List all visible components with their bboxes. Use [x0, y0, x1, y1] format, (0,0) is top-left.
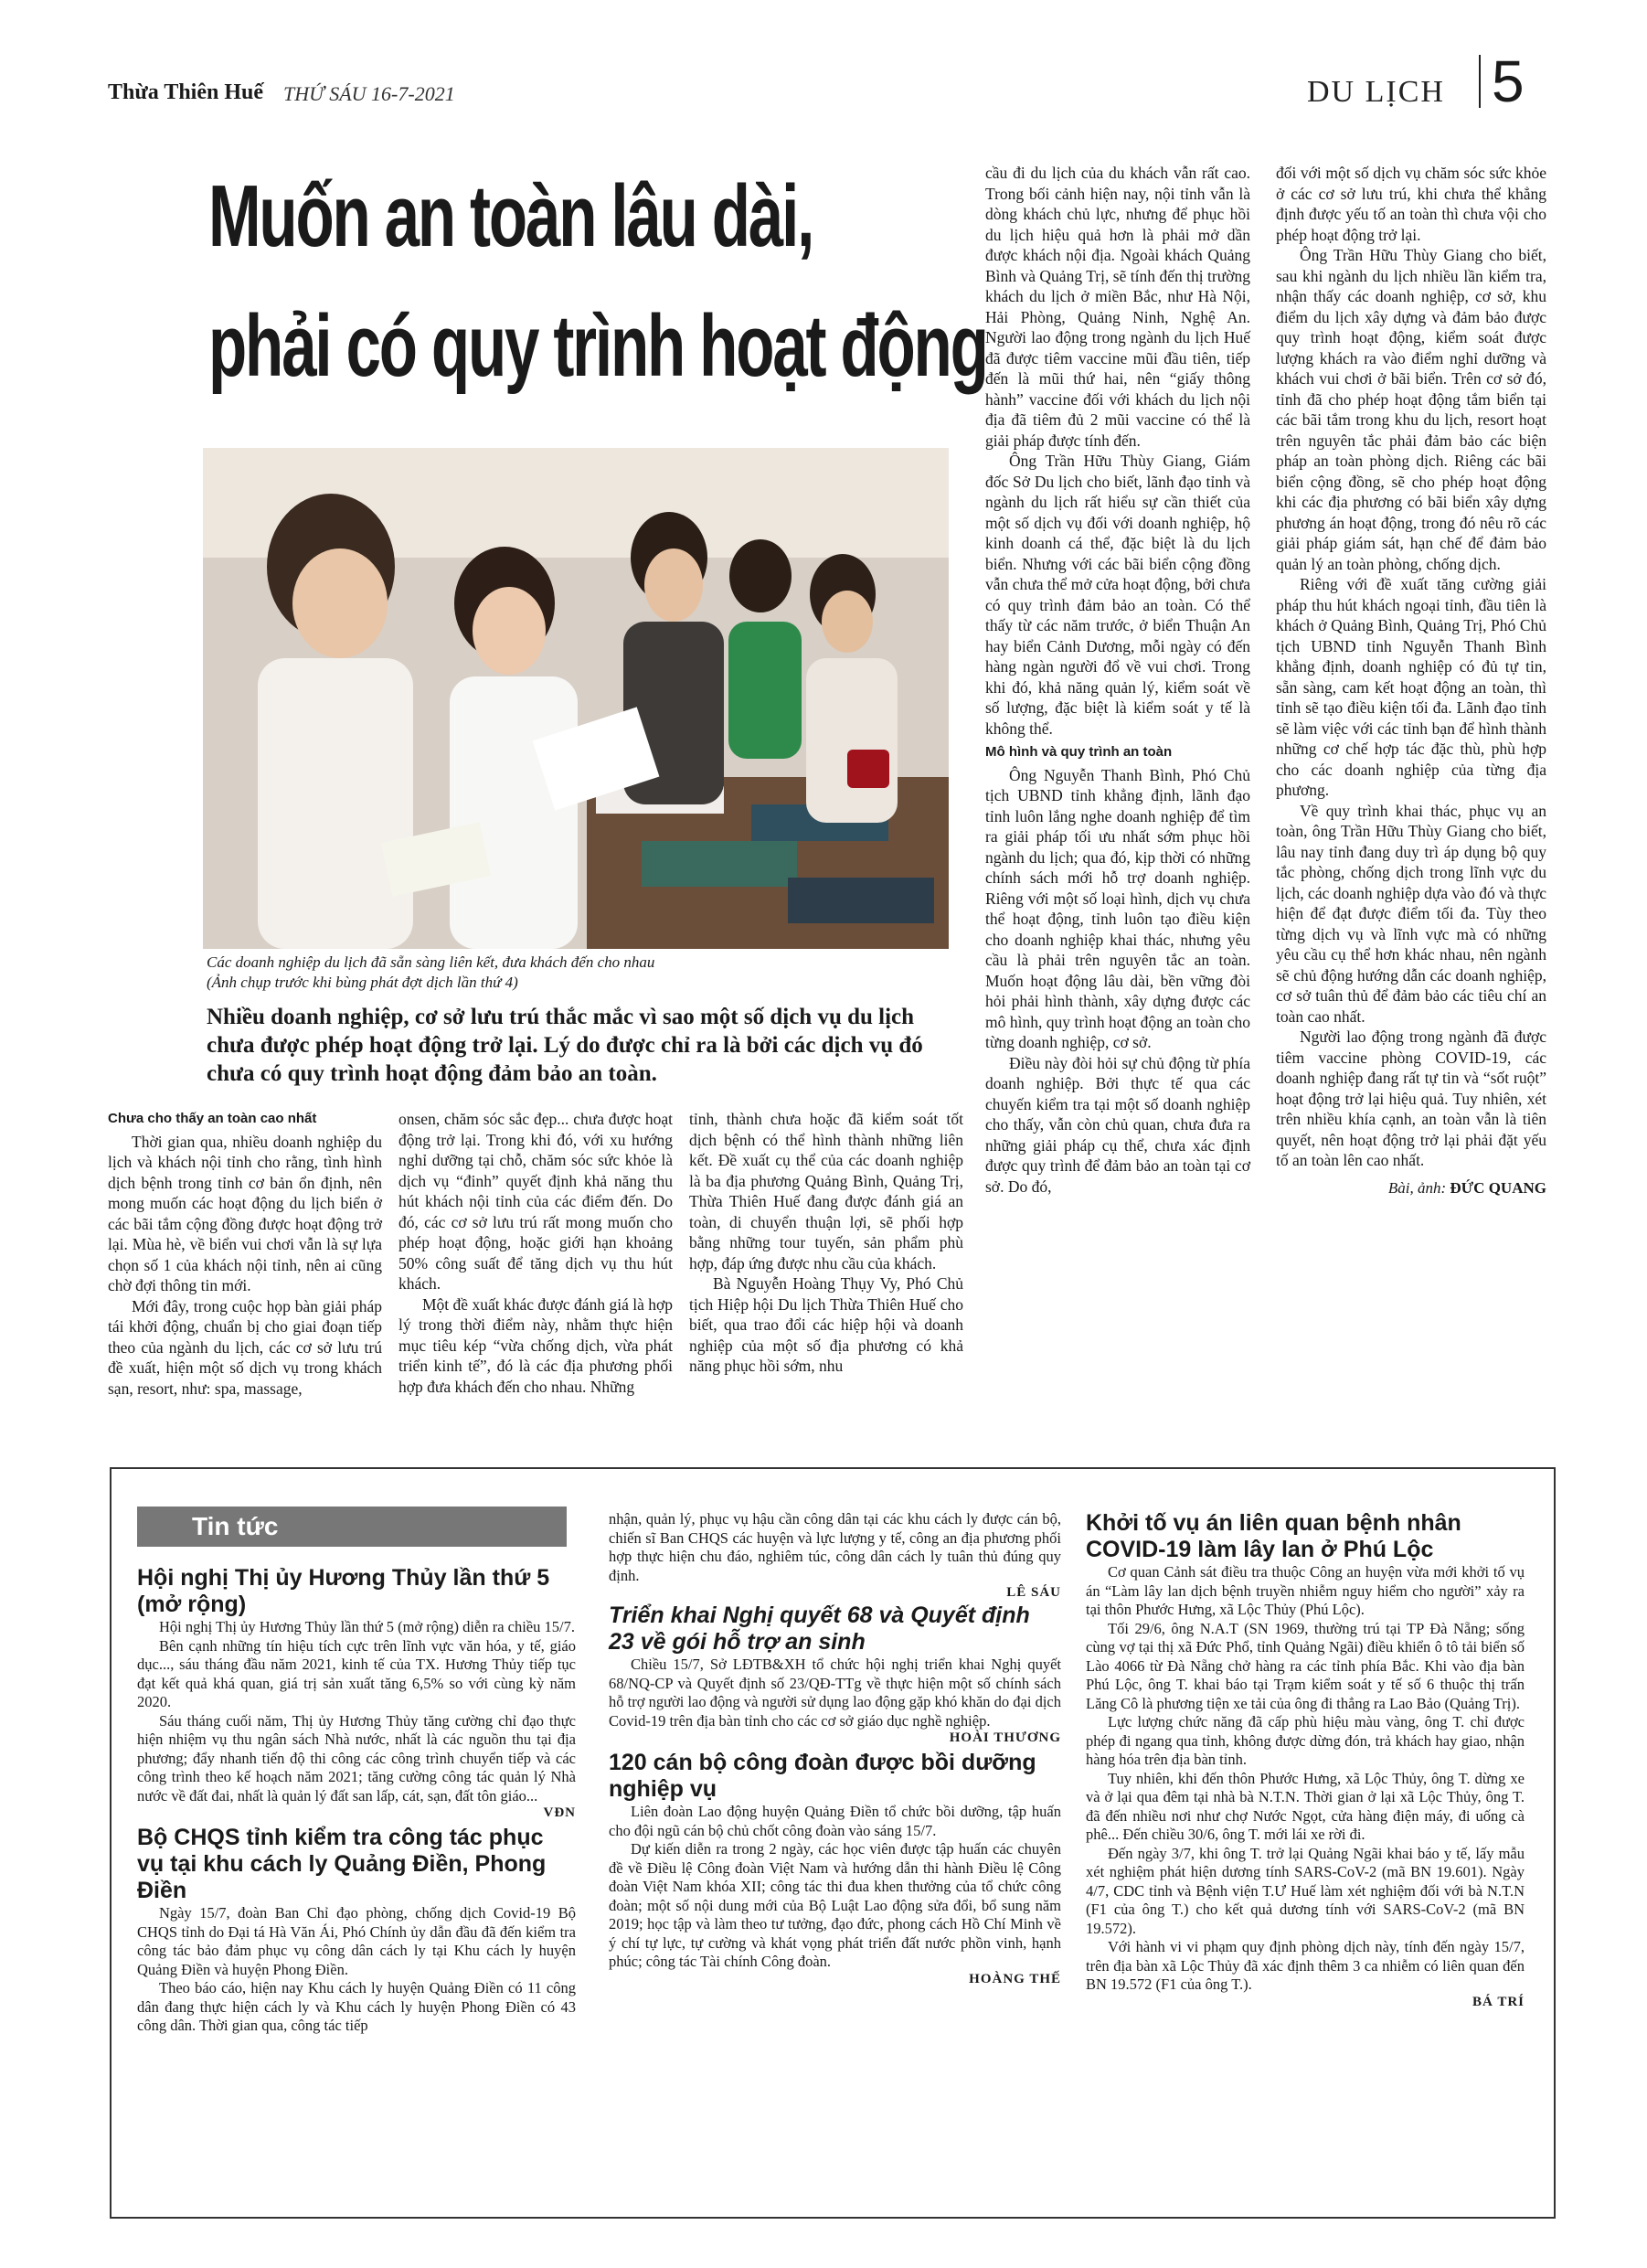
paragraph: Bà Nguyễn Hoàng Thụy Vy, Phó Chủ tịch Hiệp hội Du lịch Thừa Thiên Huế cho biết, qua trao đổi các hiệp hội và doanh nghiệp của một số địa phương có khả năng phục hồi sớm, nhu — [689, 1274, 963, 1375]
paragraph: Tối 29/6, ông N.A.T (SN 1969, thường trú tại TP Đà Nẵng; sống cùng vợ tại thị xã Đức Phổ, tỉnh Quảng Ngãi) điều khiển ô tô tải biển số Lào 4066 từ Đà Nẵng chở hàng ra các tỉnh phía Bắc. Khi vào địa bàn Phú Lộc, ông T. khai báo tại Trạm kiểm soát y tế số 6 thuộc thị trấn Lăng Cô là phương tiện xe tải của ông đi thẳng ra Lao Bảo (Quảng Trị). — [1086, 1619, 1525, 1712]
paragraph: Đến ngày 3/7, khi ông T. trở lại Quảng Ngãi khai báo y tế, lấy mẫu xét nghiệm phát hiện dương tính SARS-CoV-2 (mã BN 19.601). Ngày 4/7, CDC tỉnh và Bệnh viện T.Ư Huế làm xét nghiệm đối với bà N.T.N (F1 của ông T.) cho kết quả dương tính với SARS-CoV-2 (mã BN 19.572). — [1086, 1844, 1525, 1937]
paragraph: Dự kiến diễn ra trong 2 ngày, các học viên được tập huấn các chuyên đề về Điều lệ Công đoàn Việt Nam và hướng dẫn thi hành Điều lệ Công đoàn Việt Nam khóa XII; công tác thi đua khen thưởng của tổ chức công đoàn; một số nội dung mới của Bộ Luật Lao động sửa đổi, bổ sung năm 2019; học tập và làm theo tư tưởng, đạo đức, phong cách Hồ Chí Minh về ý chí tự lực, tự cường và khát vọng phát triển đất nước phồn vinh, hạnh phúc; công tác Tài chính Công đoàn. — [609, 1840, 1061, 1970]
news-4-body — [609, 1803, 1061, 1972]
article-column-5 — [1276, 163, 1546, 1198]
photo-caption-line-1: Các doanh nghiệp du lịch đã sẵn sàng liên kết, đưa khách đến cho nhau — [207, 953, 655, 971]
paragraph: Bên cạnh những tín hiệu tích cực trên lĩnh vực văn hóa, y tế, giáo dục..., sáu tháng đầu năm 2021, kinh tế của TX. Hương Thủy tiếp tục đạt kết quả khá quan, giá trị sản xuất tăng 6,5% so với cùng kỳ năm 2020. — [137, 1636, 576, 1710]
paragraph: Liên đoàn Lao động huyện Quảng Điền tổ chức bồi dưỡng, tập huấn cho đội ngũ cán bộ chủ chốt công đoàn vào sáng 15/7. — [609, 1803, 1061, 1839]
news-2-signature: LÊ SÁU — [1006, 1585, 1061, 1600]
masthead-divider — [1479, 55, 1481, 108]
paragraph: Mới đây, trong cuộc họp bàn giải pháp tái khởi động, chuẩn bị cho giai đoạn tiếp theo của ngành du lịch, các cơ sở lưu trú đề xuất, hiện một số dịch vụ trong khách sạn, resort, như: spa, massage, — [108, 1296, 382, 1398]
newspaper-name: Thừa Thiên Huế — [108, 80, 264, 104]
byline-prefix: Bài, ảnh: — [1387, 1178, 1447, 1197]
article-column-4 — [985, 163, 1250, 1197]
article-column-2 — [398, 1109, 673, 1397]
paragraph: Người lao động trong ngành đã được tiêm vaccine phòng COVID-19, các doanh nghiệp đang rất tự tin và “sốt ruột” hoạt động trở lại hiệu quả. Tuy nhiên, xét trên nhiều khía cạnh, an toàn vẫn là tiên quyết, nên hoạt động trở lại phải đặt yếu tố an toàn lên cao nhất. — [1276, 1028, 1546, 1169]
paragraph: Ông Trần Hữu Thùy Giang cho biết, sau khi ngành du lịch nhiều lần kiểm tra, nhận thấy các doanh nghiệp, cơ sở, khu điểm du lịch xây dựng và đảm bảo được quy trình hoạt động, kiểm soát được lượng khách ra vào điểm nghỉ dưỡng và khách vui chơi ở bãi biển. Trên cơ sở đó, tỉnh đã cho phép hoạt động tắm biển tại các bãi tắm trong khu du lịch, resort hoạt trên nguyên tắc phải đảm bảo các biện pháp an toàn phòng dịch. Riêng các bãi biển cộng đồng, sẽ cho phép hoạt động khi các địa phương có bãi biển xây dựng phương án hoạt động, trong đó nêu rõ các giải pháp giám sát, hạn chế để đảm bảo quản lý an toàn phòng, chống dịch. — [1276, 246, 1546, 573]
paragraph: Ông Trần Hữu Thùy Giang, Giám đốc Sở Du lịch cho biết, lãnh đạo tỉnh và ngành du lịch rất hiểu sự cần thiết của một số dịch vụ đối với doanh nghiệp, hộ kinh doanh cá thể, đặc biệt là du lịch biển. Nhưng với các bãi biển cộng đồng vẫn chưa thể mở cửa hoạt động, bởi chưa có quy trình đảm bảo an toàn. Có thể thấy từ các năm trước, ở biển Thuận An hay biển Cảnh Dương, mỗi ngày có đến hàng ngàn người đổ về vui chơi. Trong khi đó, khả năng quản lý, kiểm soát về số lượng, đặc biệt là kiểm soát y tế là không thể. — [985, 452, 1250, 738]
news-box-tab-label: Tin tức — [192, 1512, 279, 1540]
paragraph: Về quy trình khai thác, phục vụ an toàn, ông Trần Hữu Thùy Giang cho biết, lâu nay tỉnh đang duy trì áp dụng bộ quy tắc phòng, chống dịch trong lĩnh vực du lịch, các doanh nghiệp dựa vào đó và thực hiện để đạt được điểm tối đa. Tùy theo từng dịch vụ và lĩnh vực mà có những yêu cầu cụ thể hơn khác nhau, nên ngành sẽ chủ động hướng dẫn các doanh nghiệp, cơ sở tuân thủ để đảm bảo các tiêu chí an toàn cao nhất. — [1276, 801, 1546, 1026]
paragraph: nhận, quản lý, phục vụ hậu cần công dân tại các khu cách ly được cán bộ, chiến sĩ Ban CHQS các huyện và lực lượng y tế, công an địa phương phối hợp thực hiện chu đáo, nghiêm túc, công dân cách ly tuân thủ đúng quy định. — [609, 1510, 1061, 1584]
news-1-signature: VĐN — [543, 1805, 576, 1820]
news-column-b — [609, 1510, 1061, 1987]
article-byline — [1276, 1178, 1546, 1199]
paragraph: tỉnh, thành chưa hoặc đã kiểm soát tốt dịch bệnh có thể hình thành những liên kết. Đề xuất cụ thể của các doanh nghiệp là ba địa phương Quảng Bình, Quảng Trị, Thừa Thiên Huế đang được đánh giá an toàn, di chuyển thuận lợi, sẽ phối hợp bằng những tour tuyến, sản phẩm phù hợp, đáp ứng được nhu cầu của khách. — [689, 1110, 963, 1272]
photo-caption — [207, 953, 938, 993]
paragraph: cầu đi du lịch của du khách vẫn rất cao. Trong bối cảnh hiện nay, nội tỉnh vẫn là dòng khách chủ lực, nhưng để phục hồi du lịch hiệu quả hơn là phải mở dần được khách nội địa. Ngoài khách Quảng Bình và Quảng Trị, sẽ tính đến thị trường khách du lịch ở miền Bắc, như Hà Nội, Hải Phòng, Quảng Ninh, Nghệ An. Người lao động trong ngành du lịch Huế đã được tiêm vaccine mũi đầu tiên, tiếp đến là mũi thứ hai, nên “giấy thông hành” vaccine đối với khách du lịch nội địa đã tiêm đủ 2 mũi vaccine có thể là giải pháp được tính đến. — [985, 164, 1250, 450]
paragraph: Ngày 15/7, đoàn Ban Chỉ đạo phòng, chống dịch Covid-19 Bộ CHQS tỉnh do Đại tá Hà Văn Ái, Phó Chính ủy dẫn đầu đã đến kiểm tra công tác bảo đảm phục vụ công dân cách ly tại Khu cách ly huyện Quảng Điền và huyện Phong Điền. — [137, 1904, 576, 1978]
news-2-body — [137, 1904, 576, 2036]
paragraph: Theo báo cáo, hiện nay Khu cách ly huyện Quảng Điền có 11 công dân đang thực hiện cách ly và Khu cách ly huyện Phong Điền có 43 công dân. Thời gian qua, công tác tiếp — [137, 1979, 576, 2034]
photo-caption-line-2: (Ảnh chụp trước khi bùng phát đợt dịch lần thứ 4) — [207, 974, 518, 991]
paragraph: Một đề xuất khác được đánh giá là hợp lý trong thời điểm này, nhằm thực hiện mục tiêu kép “vừa chống dịch, vừa phát triển kinh tế”, đó là các địa phương phối hợp đưa khách đến cho nhau. Những — [398, 1294, 673, 1396]
headline-line-1: Muốn an toàn lâu dài, — [208, 167, 813, 265]
paragraph: Sáu tháng cuối năm, Thị ủy Hương Thủy tăng cường chỉ đạo thực hiện nhiệm vụ thu ngân sách Nhà nước, nhất là các nguồn thu tại địa phương; đẩy nhanh tiến độ thi công các công trình chuyển tiếp và các công trình theo kế hoạch năm 2021; tăng cường công tác quản lý Nhà nước về đất đai, nhất là quản lý đất san lấp, cát, sạn, đất tôn giáo... — [137, 1711, 576, 1805]
paragraph: Chiều 15/7, Sở LĐTB&XH tổ chức hội nghị triển khai Nghị quyết 68/NQ-CP và Quyết định số 23/QĐ-TTg về thực hiện một số chính sách hỗ trợ người lao động và người sử dụng lao động gặp khó khăn do đại dịch Covid-19 trên địa bàn tỉnh cho các cơ sở giáo dục nghề nghiệp. — [609, 1656, 1061, 1730]
paragraph: Điều này đòi hỏi sự chủ động từ phía doanh nghiệp. Bởi thực tế qua các chuyến kiểm tra tại một số doanh nghiệp cho thấy, vẫn còn chủ quan, chưa đưa ra những giải pháp cụ thể, chưa xác định được quy trình để đảm bảo an toàn tại cơ sở. Do đó, — [985, 1053, 1250, 1196]
news-2-continued — [609, 1510, 1061, 1585]
photo-illustration — [203, 448, 949, 949]
article-lede: Nhiều doanh nghiệp, cơ sở lưu trú thắc mắc vì sao một số dịch vụ du lịch chưa được phép hoạt động trở lại. Lý do được chỉ ra là bởi các dịch vụ đó chưa có quy trình hoạt động đảm bảo an toàn. — [207, 1005, 923, 1086]
news-5-body — [1086, 1563, 1525, 1995]
paragraph: Tuy nhiên, khi đến thôn Phước Hưng, xã Lộc Thủy, ông T. dừng xe và ở lại qua đêm tại nhà bà N.T.N. Thời gian ở lại xã Lộc Thủy, ông T. đã đến nhiều nơi như chợ Nước Ngọt, cửa hàng điện máy, đi uống cà phê... Đến chiều 30/6, ông T. mới lái xe rời đi. — [1086, 1769, 1525, 1843]
news-3-signature: HOÀI THƯƠNG — [949, 1730, 1061, 1745]
paragraph: onsen, chăm sóc sắc đẹp... chưa được hoạt động trở lại. Trong khi đó, với xu hướng nghỉ dưỡng tại chỗ, chăm sóc sức khỏe là dịch vụ “đinh” quyết định khả năng thu hút khách nội tỉnh của các điểm đến. Do đó, các cơ sở lưu trú rất mong muốn cho phép hoạt động, hoặc giới hạn khoảng 50% công suất để tăng dịch vụ thu hút khách. — [398, 1110, 673, 1293]
article-column-3 — [689, 1109, 963, 1377]
news-1-body — [137, 1618, 576, 1805]
headline-line-2: phải có quy trình hoạt động — [208, 297, 987, 395]
page-number: 5 — [1492, 48, 1525, 114]
news-box-tab — [137, 1507, 567, 1547]
paragraph: Lực lượng chức năng đã cấp phù hiệu màu vàng, ông T. chỉ được phép đi ngang qua tỉnh, không được dừng đón, trả khách hay giao, nhận hàng hóa trên địa bàn tỉnh. — [1086, 1713, 1525, 1768]
article-photo — [203, 448, 949, 949]
paragraph: Với hành vi vi phạm quy định phòng dịch này, tính đến ngày 15/7, trên địa bàn xã Lộc Thủy đã xác định thêm 3 ca nhiễm có liên quan đến BN 19.572 (F1 của ông T.). — [1086, 1938, 1525, 1993]
issue-date: THỨ SÁU 16-7-2021 — [283, 82, 455, 105]
news-4-title: 120 cán bộ công đoàn được bồi dưỡng nghiệp vụ — [609, 1750, 1036, 1802]
paragraph: Hội nghị Thị ủy Hương Thủy lần thứ 5 (mở rộng) diễn ra chiều 15/7. — [159, 1618, 575, 1635]
news-column-c — [1086, 1510, 1525, 2010]
news-4-signature: HOÀNG THẾ — [969, 1971, 1061, 1986]
paragraph: Thời gian qua, nhiều doanh nghiệp du lịch và khách nội tỉnh cho rằng, tình hình dịch bệnh trong tỉnh cơ bản ổn định, nên mong muốn các hoạt động du lịch biển ở các bãi tắm cộng đồng được hoạt động trở lại. Mùa hè, về biển vui chơi vẫn là sự lựa chọn số 1 của khách nội tỉnh, nên ai cũng chờ đợi thông tin mới. — [108, 1132, 382, 1294]
subhead-1: Chưa cho thấy an toàn cao nhất — [108, 1111, 317, 1126]
paragraph: Riêng với đề xuất tăng cường giải pháp thu hút khách ngoại tỉnh, đầu tiên là khách ở Quảng Bình, Quảng Trị, Phó Chủ tịch UBND tỉnh Nguyễn Thanh Bình khẳng định, doanh nghiệp có đủ tự tin, sẵn sàng, cam kết hoạt động an toàn, thì tỉnh sẽ tạo điều kiện tối đa. Lãnh đạo tỉnh sẽ làm việc với các tỉnh bạn để hình thành những cơ chế hợp tác đặc thù, phù hợp cho các doanh nghiệp của từng địa phương. — [1276, 575, 1546, 799]
paragraph: đối với một số dịch vụ chăm sóc sức khỏe ở các cơ sở lưu trú, khi chưa thể khẳng định được yếu tố an toàn thì chưa vội cho phép hoạt động trở lại. — [1276, 164, 1546, 244]
news-3-title: Triển khai Nghị quyết 68 và Quyết định 23 về gói hỗ trợ an sinh — [609, 1603, 1030, 1655]
news-5-signature: BÁ TRÍ — [1472, 1994, 1525, 2009]
news-2-title: Bộ CHQS tỉnh kiểm tra công tác phục vụ tại khu cách ly Quảng Điền, Phong Điền — [137, 1825, 547, 1903]
section-name: DU LỊCH — [1307, 75, 1445, 109]
subhead-2: Mô hình và quy trình an toàn — [985, 744, 1173, 760]
paragraph: Cơ quan Cảnh sát điều tra thuộc Công an huyện vừa mới khởi tố vụ án “Làm lây lan dịch bệnh truyền nhiễm nguy hiểm cho người” xảy ra tại thôn Phước Hưng, xã Lộc Thủy (Phú Lộc). — [1086, 1563, 1525, 1618]
news-3-body — [609, 1656, 1061, 1730]
news-5-title: Khởi tố vụ án liên quan bệnh nhân COVID-19 làm lây lan ở Phú Lộc — [1086, 1510, 1461, 1562]
paragraph: Ông Nguyễn Thanh Bình, Phó Chủ tịch UBND tỉnh khẳng định, lãnh đạo tỉnh luôn lắng nghe doanh nghiệp để tìm ra giải pháp tối ưu nhất sớm phục hồi ngành du lịch; qua đó, kịp thời có những chính sách mới hỗ trợ doanh nghiệp. Riêng với một số loại hình, dịch vụ chưa thể hoạt động, tỉnh luôn tạo điều kiện cho doanh nghiệp khai thác, nhưng yêu cầu là phải trên nguyên tắc an toàn. Muốn hoạt động lâu dài, bền vững đòi hỏi phải hình thành, xây dựng được các mô hình, quy trình hoạt động an toàn cho từng doanh nghiệp, cơ sở. — [985, 765, 1250, 1051]
article-column-1 — [108, 1109, 382, 1399]
news-column-a — [137, 1565, 576, 2036]
news-1-title: Hội nghị Thị ủy Hương Thủy lần thứ 5 (mở rộng) — [137, 1565, 550, 1617]
byline-author: ĐỨC QUANG — [1450, 1178, 1546, 1197]
